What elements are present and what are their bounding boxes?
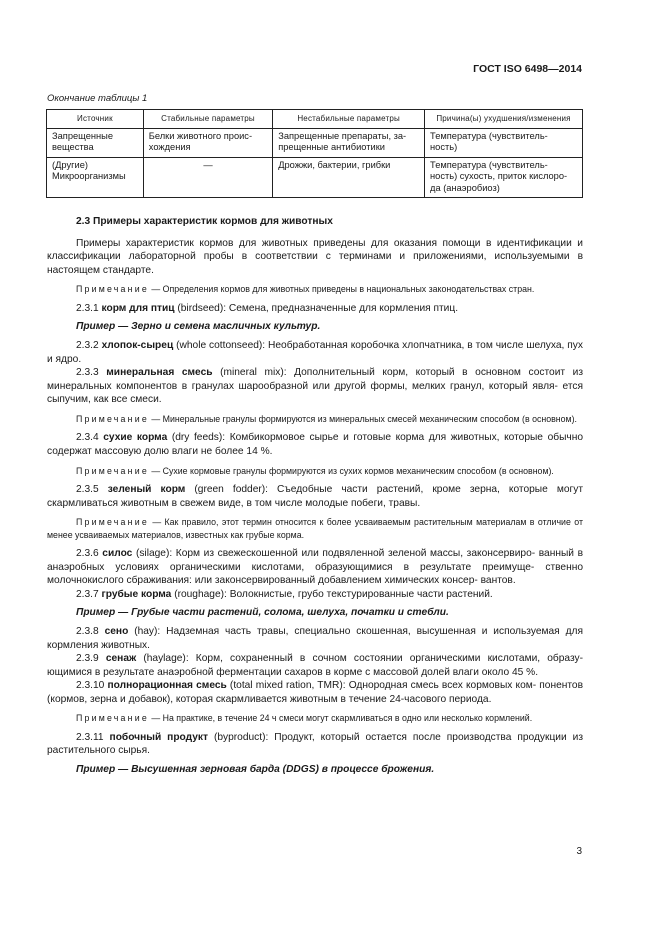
table-cell: Температура (чувствитель- ность) <box>425 128 583 157</box>
table-cell: Запрещенные препараты, за- прещенные антибиотики <box>273 128 425 157</box>
column-header: Источник <box>47 110 144 129</box>
term-2-3-5: 2.3.5 зеленый корм (green fodder): Съедобные части растений, кроме зерна, которые могут скармливаться животным в свежем виде, в том числе молодые побеги, травы. <box>47 483 583 509</box>
intro-paragraph: Примеры характеристик кормов для животных приведены для оказания помощи в идентификации и классификации лабораторной пробы в соответствии с терминами и приложениями, используемыми в настоящем стандарте. <box>47 237 583 276</box>
example: Пример — Зерно и семена масличных культур. <box>76 321 321 333</box>
column-header: Нестабильные параметры <box>273 110 425 129</box>
table-cell: — <box>143 157 272 198</box>
term-2-3-2: 2.3.2 хлопок-сырец (whole cottonseed): Необработанная коробочка хлопчатника, в том числе шелуха, пух и ядро. <box>47 339 583 365</box>
note: Примечание — Определения кормов для животных приведены в национальных законодательствах стран. <box>76 284 535 295</box>
table-header-row <box>47 110 583 129</box>
sources-table <box>46 109 583 198</box>
term-2-3-6: 2.3.6 силос (silage): Корм из свежескошенной или подвяленной зеленой массы, законсервиро- ванный в анаэробных условиях органическими кислотами, образующимися в результате преимуще- ственно молочнокислого сбраживания: или законсервированный добавлением химических консер- вантов. <box>47 547 583 587</box>
term-2-3-8: 2.3.8 сено (hay): Надземная часть травы, специально скошенная, высушенная и используемая для кормления животных. <box>47 625 583 651</box>
column-header: Стабильные параметры <box>143 110 272 129</box>
table-cell: Температура (чувствитель- ность) сухость, приток кислоро- да (анаэробиоз) <box>425 157 583 198</box>
term-2-3-7: 2.3.7 грубые корма (roughage): Волокнистые, грубо текстурированные части растений. <box>76 588 493 600</box>
table-cell: (Другие) Микроорганизмы <box>47 157 144 198</box>
table-row <box>47 128 583 157</box>
standard-header: ГОСТ ISO 6498—2014 <box>473 63 582 75</box>
document-body <box>47 215 583 782</box>
section-heading: 2.3 Примеры характеристик кормов для животных <box>76 216 333 227</box>
table-cell: Запрещенные вещества <box>47 128 144 157</box>
note: Примечание — Как правило, этот термин относится к более усваиваемым растительным материалам в отличие от менее усваиваемых материалов, известных как грубые корма. <box>47 517 583 540</box>
note: Примечание — Сухие кормовые гранулы формируются из сухих кормов механическим способом (в основном). <box>76 465 554 476</box>
term-2-3-3: 2.3.3 минеральная смесь (mineral mix): Дополнительный корм, который в основном состоит из минеральных компонентов в гранулах шарообразной или другой формы, мелких гранул, который явля- ется сыпучим, как все смеси. <box>47 367 583 406</box>
note: Примечание — Минеральные гранулы формируются из минеральных смесей механическим способом (в основном). <box>76 413 577 424</box>
term-2-3-11: 2.3.11 побочный продукт (byproduct): Продукт, который остается после производства продукции из растительного сырья. <box>47 731 583 757</box>
table-cell: Дрожжи, бактерии, грибки <box>273 157 425 198</box>
term-2-3-10: 2.3.10 полнорационная смесь (total mixed ration, TMR): Однородная смесь всех кормовых ком- понентов (кормов, зерна и добавок), которая скармливается животным в течение 24-часового периода. <box>47 680 583 705</box>
term-2-3-9: 2.3.9 сенаж (haylage): Корм, сохраненный в сочном состоянии органическими кислотами, образу- ющимися в результате анаэробной ферментации сахаров в корме с массовой долей влаги около 45 %. <box>47 653 583 678</box>
example: Пример — Высушенная зерновая барда (DDGS) в процессе брожения. <box>76 764 435 776</box>
table-cell: Белки животного проис- хождения <box>143 128 272 157</box>
term-2-3-1: 2.3.1 корм для птиц (birdseed): Семена, предназначенные для кормления птиц. <box>76 302 459 314</box>
table-caption: Окончание таблицы 1 <box>47 93 148 104</box>
term-2-3-4: 2.3.4 сухие корма (dry feeds): Комбикормовое сырье и готовые корма для животных, которые обычно содержат массовую долю влаги не более 14 %. <box>47 432 583 457</box>
example: Пример — Грубые части растений, солома, шелуха, початки и стебли. <box>76 607 449 619</box>
note: Примечание — На практике, в течение 24 ч смеси могут скармливаться в одно или несколько кормлений. <box>76 713 533 724</box>
column-header: Причина(ы) ухудшения/изменения <box>425 110 583 129</box>
page-number: 3 <box>576 846 582 857</box>
table-row <box>47 157 583 198</box>
